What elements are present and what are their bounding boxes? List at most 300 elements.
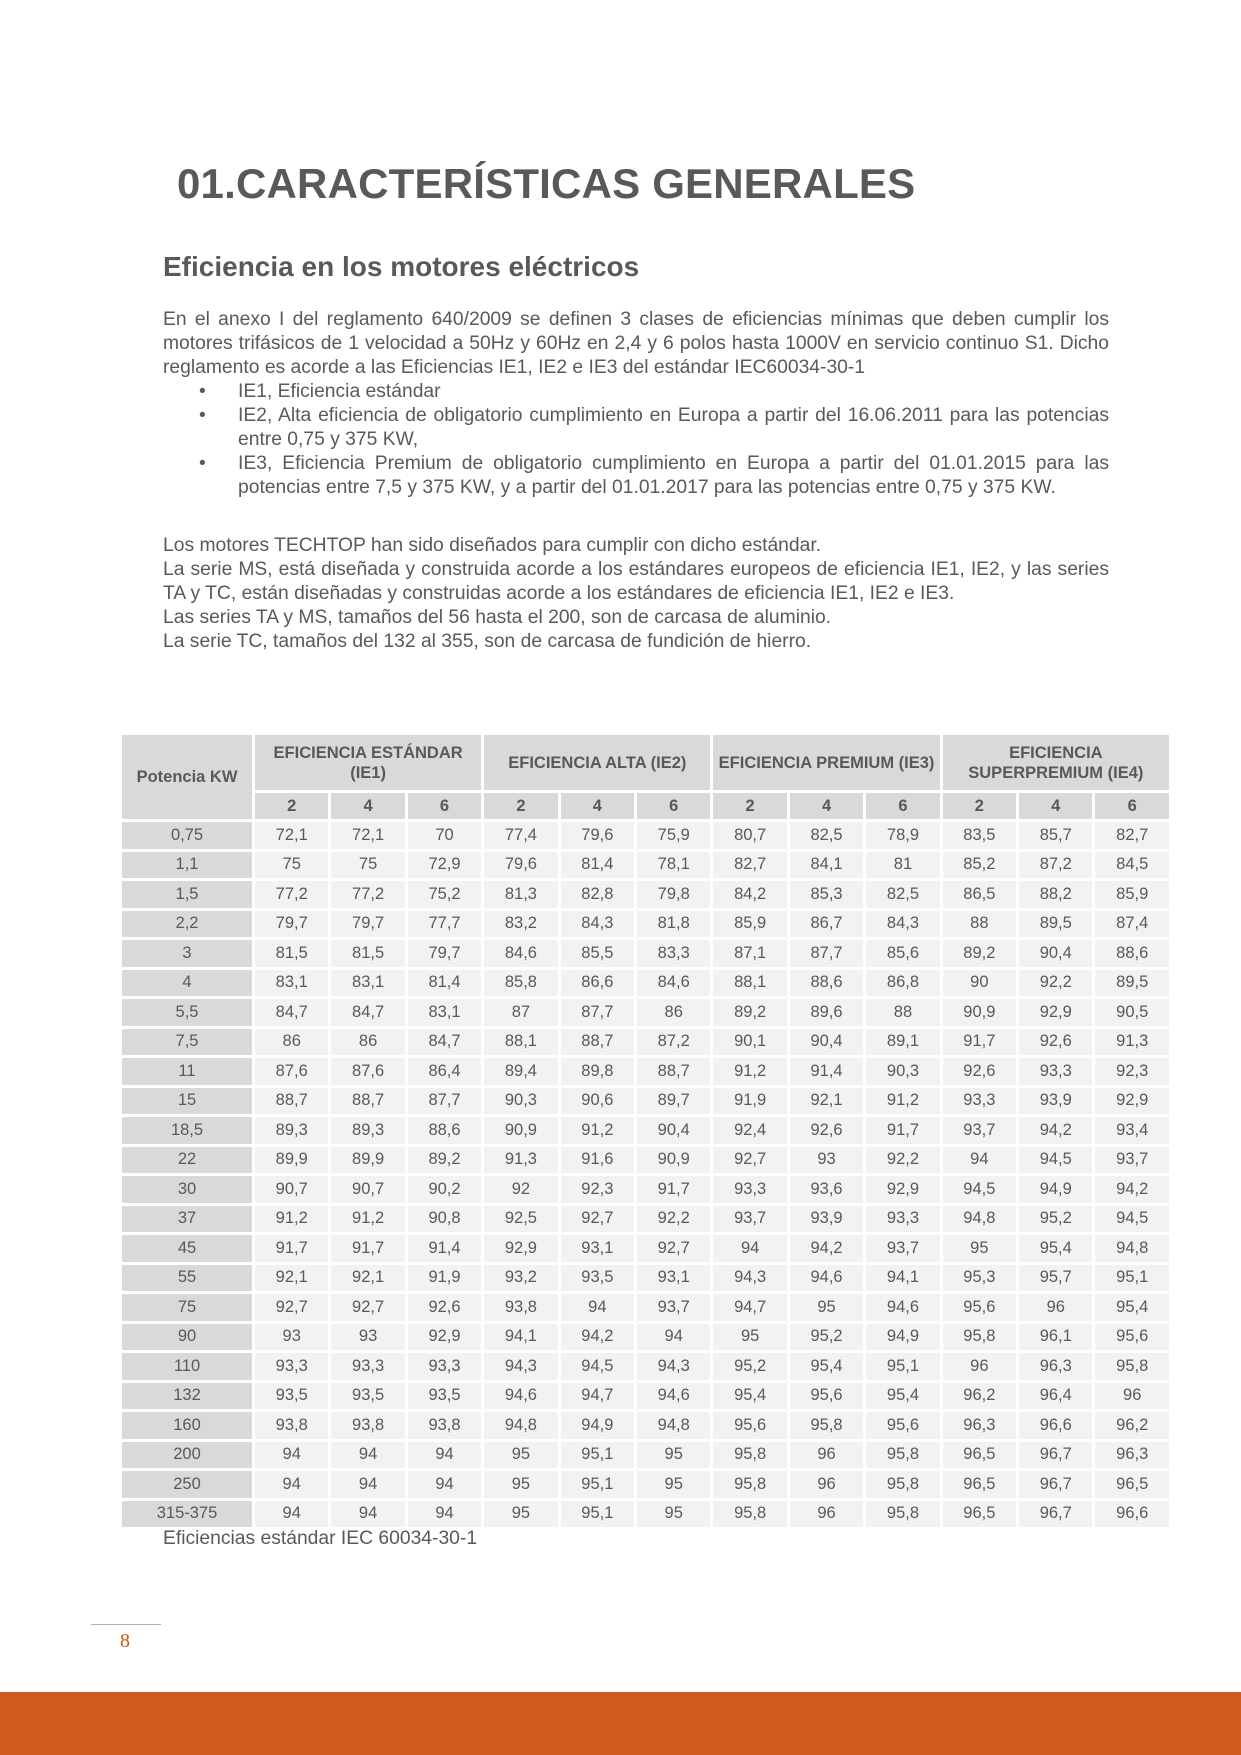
efficiency-cell: 79,6 xyxy=(561,822,634,849)
efficiency-cell: 91,7 xyxy=(943,1029,1016,1056)
efficiency-cell: 93,7 xyxy=(943,1117,1016,1144)
efficiency-cell: 90,9 xyxy=(943,999,1016,1026)
efficiency-cell: 93,3 xyxy=(408,1353,481,1380)
efficiency-cell: 94,3 xyxy=(713,1265,786,1292)
efficiency-cell: 90,9 xyxy=(637,1147,710,1174)
power-cell: 18,5 xyxy=(122,1117,252,1144)
efficiency-cell: 94 xyxy=(331,1442,404,1469)
efficiency-cell: 94,5 xyxy=(943,1176,1016,1203)
efficiency-cell: 93,5 xyxy=(331,1383,404,1410)
efficiency-cell: 95 xyxy=(484,1501,557,1528)
efficiency-cell: 86 xyxy=(255,1029,328,1056)
efficiency-cell: 90,4 xyxy=(637,1117,710,1144)
efficiency-cell: 94,3 xyxy=(484,1353,557,1380)
efficiency-cell: 87 xyxy=(484,999,557,1026)
efficiency-cell: 93,5 xyxy=(408,1383,481,1410)
efficiency-cell: 91,3 xyxy=(1095,1029,1169,1056)
table-row xyxy=(122,881,1169,908)
table-row xyxy=(122,1501,1169,1528)
efficiency-cell: 96,3 xyxy=(1019,1353,1092,1380)
efficiency-cell: 96 xyxy=(1019,1294,1092,1321)
efficiency-cell: 87,1 xyxy=(713,940,786,967)
efficiency-cell: 94,3 xyxy=(637,1353,710,1380)
efficiency-cell: 96,6 xyxy=(1019,1412,1092,1439)
efficiency-cell: 90,5 xyxy=(1095,999,1169,1026)
efficiency-cell: 93 xyxy=(331,1324,404,1351)
efficiency-cell: 95,1 xyxy=(561,1442,634,1469)
table-row xyxy=(122,1088,1169,1115)
efficiency-cell: 94,6 xyxy=(484,1383,557,1410)
efficiency-cell: 92,5 xyxy=(484,1206,557,1233)
efficiency-cell: 95,6 xyxy=(943,1294,1016,1321)
efficiency-cell: 89,5 xyxy=(1095,970,1169,997)
efficiency-cell: 96,7 xyxy=(1019,1442,1092,1469)
efficiency-cell: 91,2 xyxy=(561,1117,634,1144)
efficiency-cell: 81,4 xyxy=(561,852,634,879)
efficiency-cell: 83,5 xyxy=(943,822,1016,849)
efficiency-cell: 87,2 xyxy=(1019,852,1092,879)
efficiency-cell: 92,9 xyxy=(484,1235,557,1262)
efficiency-cell: 91,7 xyxy=(331,1235,404,1262)
efficiency-cell: 91,9 xyxy=(408,1265,481,1292)
efficiency-cell: 96 xyxy=(790,1501,863,1528)
efficiency-cell: 95,1 xyxy=(1095,1265,1169,1292)
efficiency-cell: 82,5 xyxy=(866,881,939,908)
efficiency-cell: 93,7 xyxy=(713,1206,786,1233)
efficiency-cell: 75 xyxy=(331,852,404,879)
efficiency-cell: 84,1 xyxy=(790,852,863,879)
efficiency-cell: 95,6 xyxy=(713,1412,786,1439)
efficiency-cell: 95,8 xyxy=(713,1442,786,1469)
efficiency-cell: 95,4 xyxy=(713,1383,786,1410)
efficiency-cell: 94 xyxy=(408,1471,481,1498)
efficiency-cell: 78,1 xyxy=(637,852,710,879)
efficiency-cell: 93,3 xyxy=(255,1353,328,1380)
efficiency-cell: 95,4 xyxy=(1019,1235,1092,1262)
efficiency-cell: 91,4 xyxy=(790,1058,863,1085)
efficiency-cell: 91,6 xyxy=(561,1147,634,1174)
efficiency-cell: 85,8 xyxy=(484,970,557,997)
table-row xyxy=(122,1176,1169,1203)
list-item xyxy=(163,404,1109,452)
efficiency-cell: 94,2 xyxy=(790,1235,863,1262)
efficiency-cell: 93,7 xyxy=(637,1294,710,1321)
efficiency-cell: 96 xyxy=(790,1442,863,1469)
efficiency-cell: 92,7 xyxy=(713,1147,786,1174)
power-cell: 5,5 xyxy=(122,999,252,1026)
efficiency-cell: 93 xyxy=(255,1324,328,1351)
efficiency-cell: 95,2 xyxy=(713,1353,786,1380)
efficiency-cell: 95,1 xyxy=(561,1501,634,1528)
efficiency-cell: 94,9 xyxy=(1019,1176,1092,1203)
efficiency-cell: 90,6 xyxy=(561,1088,634,1115)
efficiency-cell: 94 xyxy=(331,1471,404,1498)
pole-header: 4 xyxy=(331,793,404,819)
efficiency-cell: 96,4 xyxy=(1019,1383,1092,1410)
efficiency-cell: 96,5 xyxy=(943,1471,1016,1498)
efficiency-cell: 83,1 xyxy=(255,970,328,997)
efficiency-cell: 92,6 xyxy=(1019,1029,1092,1056)
efficiency-cell: 88 xyxy=(866,999,939,1026)
efficiency-cell: 94,7 xyxy=(713,1294,786,1321)
efficiency-cell: 95,4 xyxy=(866,1383,939,1410)
efficiency-cell: 96 xyxy=(943,1353,1016,1380)
efficiency-cell: 84,7 xyxy=(331,999,404,1026)
efficiency-cell: 93,9 xyxy=(790,1206,863,1233)
table-row xyxy=(122,1206,1169,1233)
table-poles-header-row xyxy=(122,793,1169,819)
power-cell: 15 xyxy=(122,1088,252,1115)
efficiency-cell: 85,9 xyxy=(1095,881,1169,908)
table-row xyxy=(122,970,1169,997)
power-cell: 250 xyxy=(122,1471,252,1498)
efficiency-cell: 95,8 xyxy=(866,1501,939,1528)
efficiency-cell: 91,7 xyxy=(255,1235,328,1262)
efficiency-cell: 92,1 xyxy=(331,1265,404,1292)
spacer xyxy=(163,500,1109,534)
efficiency-cell: 96,6 xyxy=(1095,1501,1169,1528)
power-cell: 22 xyxy=(122,1147,252,1174)
efficiency-cell: 88,6 xyxy=(790,970,863,997)
efficiency-cell: 94,1 xyxy=(866,1265,939,1292)
efficiency-cell: 95,2 xyxy=(790,1324,863,1351)
efficiency-cell: 87,7 xyxy=(790,940,863,967)
efficiency-cell: 95,8 xyxy=(866,1471,939,1498)
pole-header: 6 xyxy=(637,793,710,819)
efficiency-cell: 92,6 xyxy=(408,1294,481,1321)
efficiency-cell: 92,7 xyxy=(255,1294,328,1321)
efficiency-cell: 82,5 xyxy=(790,822,863,849)
power-cell: 75 xyxy=(122,1294,252,1321)
efficiency-cell: 79,8 xyxy=(637,881,710,908)
efficiency-cell: 95,6 xyxy=(1095,1324,1169,1351)
efficiency-cell: 96,5 xyxy=(943,1501,1016,1528)
efficiency-cell: 91,2 xyxy=(713,1058,786,1085)
efficiency-cell: 89,7 xyxy=(637,1088,710,1115)
efficiency-cell: 84,7 xyxy=(408,1029,481,1056)
efficiency-cell: 95 xyxy=(790,1294,863,1321)
pole-header: 4 xyxy=(561,793,634,819)
efficiency-cell: 95,8 xyxy=(713,1471,786,1498)
efficiency-cell: 93,5 xyxy=(561,1265,634,1292)
efficiency-cell: 94,8 xyxy=(637,1412,710,1439)
efficiency-cell: 81,3 xyxy=(484,881,557,908)
efficiency-cell: 95,8 xyxy=(943,1324,1016,1351)
efficiency-cell: 93,3 xyxy=(1019,1058,1092,1085)
efficiency-cell: 91,2 xyxy=(331,1206,404,1233)
efficiency-cell: 88,6 xyxy=(1095,940,1169,967)
efficiency-cell: 95 xyxy=(484,1442,557,1469)
efficiency-cell: 89,3 xyxy=(255,1117,328,1144)
efficiency-cell: 92,4 xyxy=(713,1117,786,1144)
efficiency-cell: 95 xyxy=(637,1501,710,1528)
efficiency-cell: 84,6 xyxy=(484,940,557,967)
power-cell: 0,75 xyxy=(122,822,252,849)
page-title: 01.CARACTERÍSTICAS GENERALES xyxy=(177,160,916,207)
pole-header: 6 xyxy=(866,793,939,819)
efficiency-cell: 90,3 xyxy=(484,1088,557,1115)
efficiency-cell: 94,2 xyxy=(1095,1176,1169,1203)
power-cell: 30 xyxy=(122,1176,252,1203)
footer-divider xyxy=(91,1624,161,1625)
efficiency-cell: 85,7 xyxy=(1019,822,1092,849)
efficiency-cell: 90,7 xyxy=(331,1176,404,1203)
efficiency-cell: 94,6 xyxy=(790,1265,863,1292)
efficiency-cell: 92,3 xyxy=(1095,1058,1169,1085)
efficiency-cell: 84,3 xyxy=(866,911,939,938)
efficiency-cell: 72,9 xyxy=(408,852,481,879)
power-cell: 200 xyxy=(122,1442,252,1469)
table-row xyxy=(122,1412,1169,1439)
efficiency-cell: 90,4 xyxy=(790,1029,863,1056)
efficiency-cell: 70 xyxy=(408,822,481,849)
efficiency-cell: 88 xyxy=(943,911,1016,938)
power-cell: 2,2 xyxy=(122,911,252,938)
paragraph: La serie MS, está diseñada y construida acorde a los estándares europeos de eficiencia IE1, IE2, y las series TA y TC, están diseñadas y construidas acorde a los estándares de eficiencia IE1, IE2 e IE3. xyxy=(163,559,1109,604)
efficiency-cell: 90,1 xyxy=(713,1029,786,1056)
efficiency-cell: 77,2 xyxy=(255,881,328,908)
footer-band xyxy=(0,1692,1241,1755)
power-cell: 1,5 xyxy=(122,881,252,908)
efficiency-cell: 96,7 xyxy=(1019,1471,1092,1498)
list-item xyxy=(163,380,1109,404)
efficiency-cell: 89,1 xyxy=(866,1029,939,1056)
efficiency-cell: 92,6 xyxy=(943,1058,1016,1085)
table-row xyxy=(122,1383,1169,1410)
efficiency-cell: 94,6 xyxy=(866,1294,939,1321)
efficiency-cell: 95,8 xyxy=(713,1501,786,1528)
list-item-text: IE2, Alta eficiencia de obligatorio cumplimiento en Europa a partir del 16.06.2011 para las potencias entre 0,75 y 375 KW, xyxy=(238,405,1109,450)
power-cell: 4 xyxy=(122,970,252,997)
efficiency-cell: 94 xyxy=(637,1324,710,1351)
efficiency-cell: 84,7 xyxy=(255,999,328,1026)
efficiency-cell: 93,8 xyxy=(331,1412,404,1439)
section-title: Eficiencia en los motores eléctricos xyxy=(163,251,640,282)
efficiency-cell: 96 xyxy=(1095,1383,1169,1410)
efficiency-cell: 87,6 xyxy=(255,1058,328,1085)
efficiency-cell: 95,8 xyxy=(790,1412,863,1439)
power-cell: 160 xyxy=(122,1412,252,1439)
pole-header: 6 xyxy=(408,793,481,819)
efficiency-cell: 84,5 xyxy=(1095,852,1169,879)
power-cell: 110 xyxy=(122,1353,252,1380)
efficiency-cell: 90,4 xyxy=(1019,940,1092,967)
table-row xyxy=(122,999,1169,1026)
table-row xyxy=(122,1029,1169,1056)
efficiency-cell: 92,9 xyxy=(408,1324,481,1351)
efficiency-cell: 94 xyxy=(713,1235,786,1262)
paragraph: La serie TC, tamaños del 132 al 355, son de carcasa de fundición de hierro. xyxy=(163,631,812,652)
efficiency-cell: 96,2 xyxy=(943,1383,1016,1410)
efficiency-cell: 75,2 xyxy=(408,881,481,908)
efficiency-class-list xyxy=(163,380,1109,500)
efficiency-cell: 90 xyxy=(943,970,1016,997)
efficiency-cell: 86,7 xyxy=(790,911,863,938)
power-cell: 55 xyxy=(122,1265,252,1292)
efficiency-cell: 88,7 xyxy=(637,1058,710,1085)
efficiency-cell: 86,5 xyxy=(943,881,1016,908)
efficiency-cell: 83,1 xyxy=(408,999,481,1026)
efficiency-cell: 87,6 xyxy=(331,1058,404,1085)
efficiency-cell: 94,5 xyxy=(561,1353,634,1380)
efficiency-cell: 96 xyxy=(790,1471,863,1498)
efficiency-cell: 92,2 xyxy=(1019,970,1092,997)
efficiency-cell: 90,9 xyxy=(484,1117,557,1144)
efficiency-cell: 83,1 xyxy=(331,970,404,997)
efficiency-cell: 96,5 xyxy=(1095,1471,1169,1498)
efficiency-cell: 72,1 xyxy=(255,822,328,849)
paragraph: Las series TA y MS, tamaños del 56 hasta el 200, son de carcasa de aluminio. xyxy=(163,607,832,628)
efficiency-cell: 91,2 xyxy=(255,1206,328,1233)
pole-header: 4 xyxy=(1019,793,1092,819)
efficiency-cell: 94,1 xyxy=(484,1324,557,1351)
efficiency-cell: 95,4 xyxy=(1095,1294,1169,1321)
efficiency-cell: 93,8 xyxy=(408,1412,481,1439)
efficiency-cell: 88,2 xyxy=(1019,881,1092,908)
efficiency-cell: 94 xyxy=(408,1442,481,1469)
efficiency-cell: 82,7 xyxy=(1095,822,1169,849)
efficiency-cell: 89,6 xyxy=(790,999,863,1026)
efficiency-cell: 96,2 xyxy=(1095,1412,1169,1439)
efficiency-cell: 80,7 xyxy=(713,822,786,849)
efficiency-cell: 85,2 xyxy=(943,852,1016,879)
power-cell: 45 xyxy=(122,1235,252,1262)
efficiency-cell: 86,8 xyxy=(866,970,939,997)
efficiency-cell: 79,6 xyxy=(484,852,557,879)
efficiency-cell: 93,5 xyxy=(255,1383,328,1410)
efficiency-cell: 82,8 xyxy=(561,881,634,908)
group-header-ie3: EFICIENCIA PREMIUM (IE3) xyxy=(713,735,939,790)
efficiency-cell: 83,2 xyxy=(484,911,557,938)
efficiency-cell: 96,7 xyxy=(1019,1501,1092,1528)
power-cell: 3 xyxy=(122,940,252,967)
efficiency-cell: 89,5 xyxy=(1019,911,1092,938)
power-cell: 1,1 xyxy=(122,852,252,879)
table-group-header-row xyxy=(122,735,1169,790)
efficiency-cell: 92,6 xyxy=(790,1117,863,1144)
efficiency-cell: 87,4 xyxy=(1095,911,1169,938)
efficiency-cell: 94 xyxy=(255,1442,328,1469)
efficiency-cell: 72,1 xyxy=(331,822,404,849)
efficiency-cell: 81,8 xyxy=(637,911,710,938)
efficiency-cell: 91,3 xyxy=(484,1147,557,1174)
efficiency-cell: 85,3 xyxy=(790,881,863,908)
efficiency-cell: 90,7 xyxy=(255,1176,328,1203)
efficiency-cell: 91,9 xyxy=(713,1088,786,1115)
efficiency-cell: 92,2 xyxy=(866,1147,939,1174)
efficiency-cell: 93,3 xyxy=(866,1206,939,1233)
efficiency-cell: 92,7 xyxy=(331,1294,404,1321)
efficiency-cell: 87,7 xyxy=(561,999,634,1026)
table-row xyxy=(122,1235,1169,1262)
table-row xyxy=(122,1324,1169,1351)
efficiency-cell: 95,4 xyxy=(790,1353,863,1380)
table-row xyxy=(122,1058,1169,1085)
efficiency-cell: 81,4 xyxy=(408,970,481,997)
table-row xyxy=(122,1117,1169,1144)
efficiency-cell: 92,7 xyxy=(561,1206,634,1233)
power-cell: 37 xyxy=(122,1206,252,1233)
efficiency-cell: 94,6 xyxy=(637,1383,710,1410)
efficiency-cell: 94,8 xyxy=(943,1206,1016,1233)
pole-header: 2 xyxy=(484,793,557,819)
efficiency-cell: 88,1 xyxy=(484,1029,557,1056)
list-item-text: IE1, Eficiencia estándar xyxy=(238,381,441,402)
efficiency-cell: 86 xyxy=(637,999,710,1026)
efficiency-cell: 86 xyxy=(331,1029,404,1056)
efficiency-cell: 93,1 xyxy=(561,1235,634,1262)
efficiency-cell: 87,7 xyxy=(408,1088,481,1115)
pole-header: 2 xyxy=(713,793,786,819)
efficiency-cell: 95,1 xyxy=(561,1471,634,1498)
efficiency-cell: 88,7 xyxy=(255,1088,328,1115)
table-row xyxy=(122,1353,1169,1380)
efficiency-cell: 89,4 xyxy=(484,1058,557,1085)
efficiency-cell: 92,7 xyxy=(637,1235,710,1262)
efficiency-cell: 95,7 xyxy=(1019,1265,1092,1292)
efficiency-cell: 81 xyxy=(866,852,939,879)
efficiency-cell: 96,3 xyxy=(943,1412,1016,1439)
efficiency-cell: 96,3 xyxy=(1095,1442,1169,1469)
efficiency-cell: 84,2 xyxy=(713,881,786,908)
table-row xyxy=(122,911,1169,938)
paragraph: Los motores TECHTOP han sido diseñados para cumplir con dicho estándar. xyxy=(163,535,822,556)
efficiency-cell: 95 xyxy=(637,1442,710,1469)
efficiency-cell: 86,6 xyxy=(561,970,634,997)
list-item xyxy=(163,452,1109,500)
power-cell: 7,5 xyxy=(122,1029,252,1056)
efficiency-cell: 94 xyxy=(943,1147,1016,1174)
efficiency-table xyxy=(119,732,1172,1530)
efficiency-cell: 93,2 xyxy=(484,1265,557,1292)
efficiency-cell: 94 xyxy=(408,1501,481,1528)
efficiency-cell: 95 xyxy=(637,1471,710,1498)
efficiency-cell: 95,8 xyxy=(1095,1353,1169,1380)
efficiency-cell: 90,8 xyxy=(408,1206,481,1233)
power-cell: 132 xyxy=(122,1383,252,1410)
efficiency-cell: 89,8 xyxy=(561,1058,634,1085)
efficiency-cell: 93 xyxy=(790,1147,863,1174)
efficiency-cell: 92,1 xyxy=(790,1088,863,1115)
bullet-icon: • xyxy=(199,381,206,402)
list-item-text: IE3, Eficiencia Premium de obligatorio cumplimiento en Europa a partir del 01.01.2015 para las potencias entre 7,5 y 375 KW, y a partir del 01.01.2017 para las potencias entre 0,75 y 375 KW. xyxy=(238,453,1109,498)
efficiency-cell: 94,2 xyxy=(1019,1117,1092,1144)
group-header-ie4: EFICIENCIA SUPERPREMIUM (IE4) xyxy=(943,735,1169,790)
efficiency-cell: 93,8 xyxy=(255,1412,328,1439)
efficiency-cell: 88,7 xyxy=(561,1029,634,1056)
body-text xyxy=(163,308,1109,654)
efficiency-cell: 90,3 xyxy=(866,1058,939,1085)
efficiency-cell: 91,7 xyxy=(637,1176,710,1203)
efficiency-cell: 96,5 xyxy=(943,1442,1016,1469)
efficiency-cell: 94 xyxy=(255,1471,328,1498)
efficiency-cell: 77,7 xyxy=(408,911,481,938)
efficiency-cell: 94,9 xyxy=(561,1412,634,1439)
efficiency-cell: 79,7 xyxy=(255,911,328,938)
efficiency-cell: 92,3 xyxy=(561,1176,634,1203)
efficiency-cell: 94,2 xyxy=(561,1324,634,1351)
efficiency-cell: 78,9 xyxy=(866,822,939,849)
efficiency-cell: 93,9 xyxy=(1019,1088,1092,1115)
efficiency-cell: 95,1 xyxy=(866,1353,939,1380)
efficiency-cell: 92,1 xyxy=(255,1265,328,1292)
efficiency-cell: 93,6 xyxy=(790,1176,863,1203)
efficiency-cell: 91,7 xyxy=(866,1117,939,1144)
power-cell: 90 xyxy=(122,1324,252,1351)
efficiency-cell: 89,9 xyxy=(331,1147,404,1174)
efficiency-cell: 79,7 xyxy=(331,911,404,938)
pole-header: 6 xyxy=(1095,793,1169,819)
